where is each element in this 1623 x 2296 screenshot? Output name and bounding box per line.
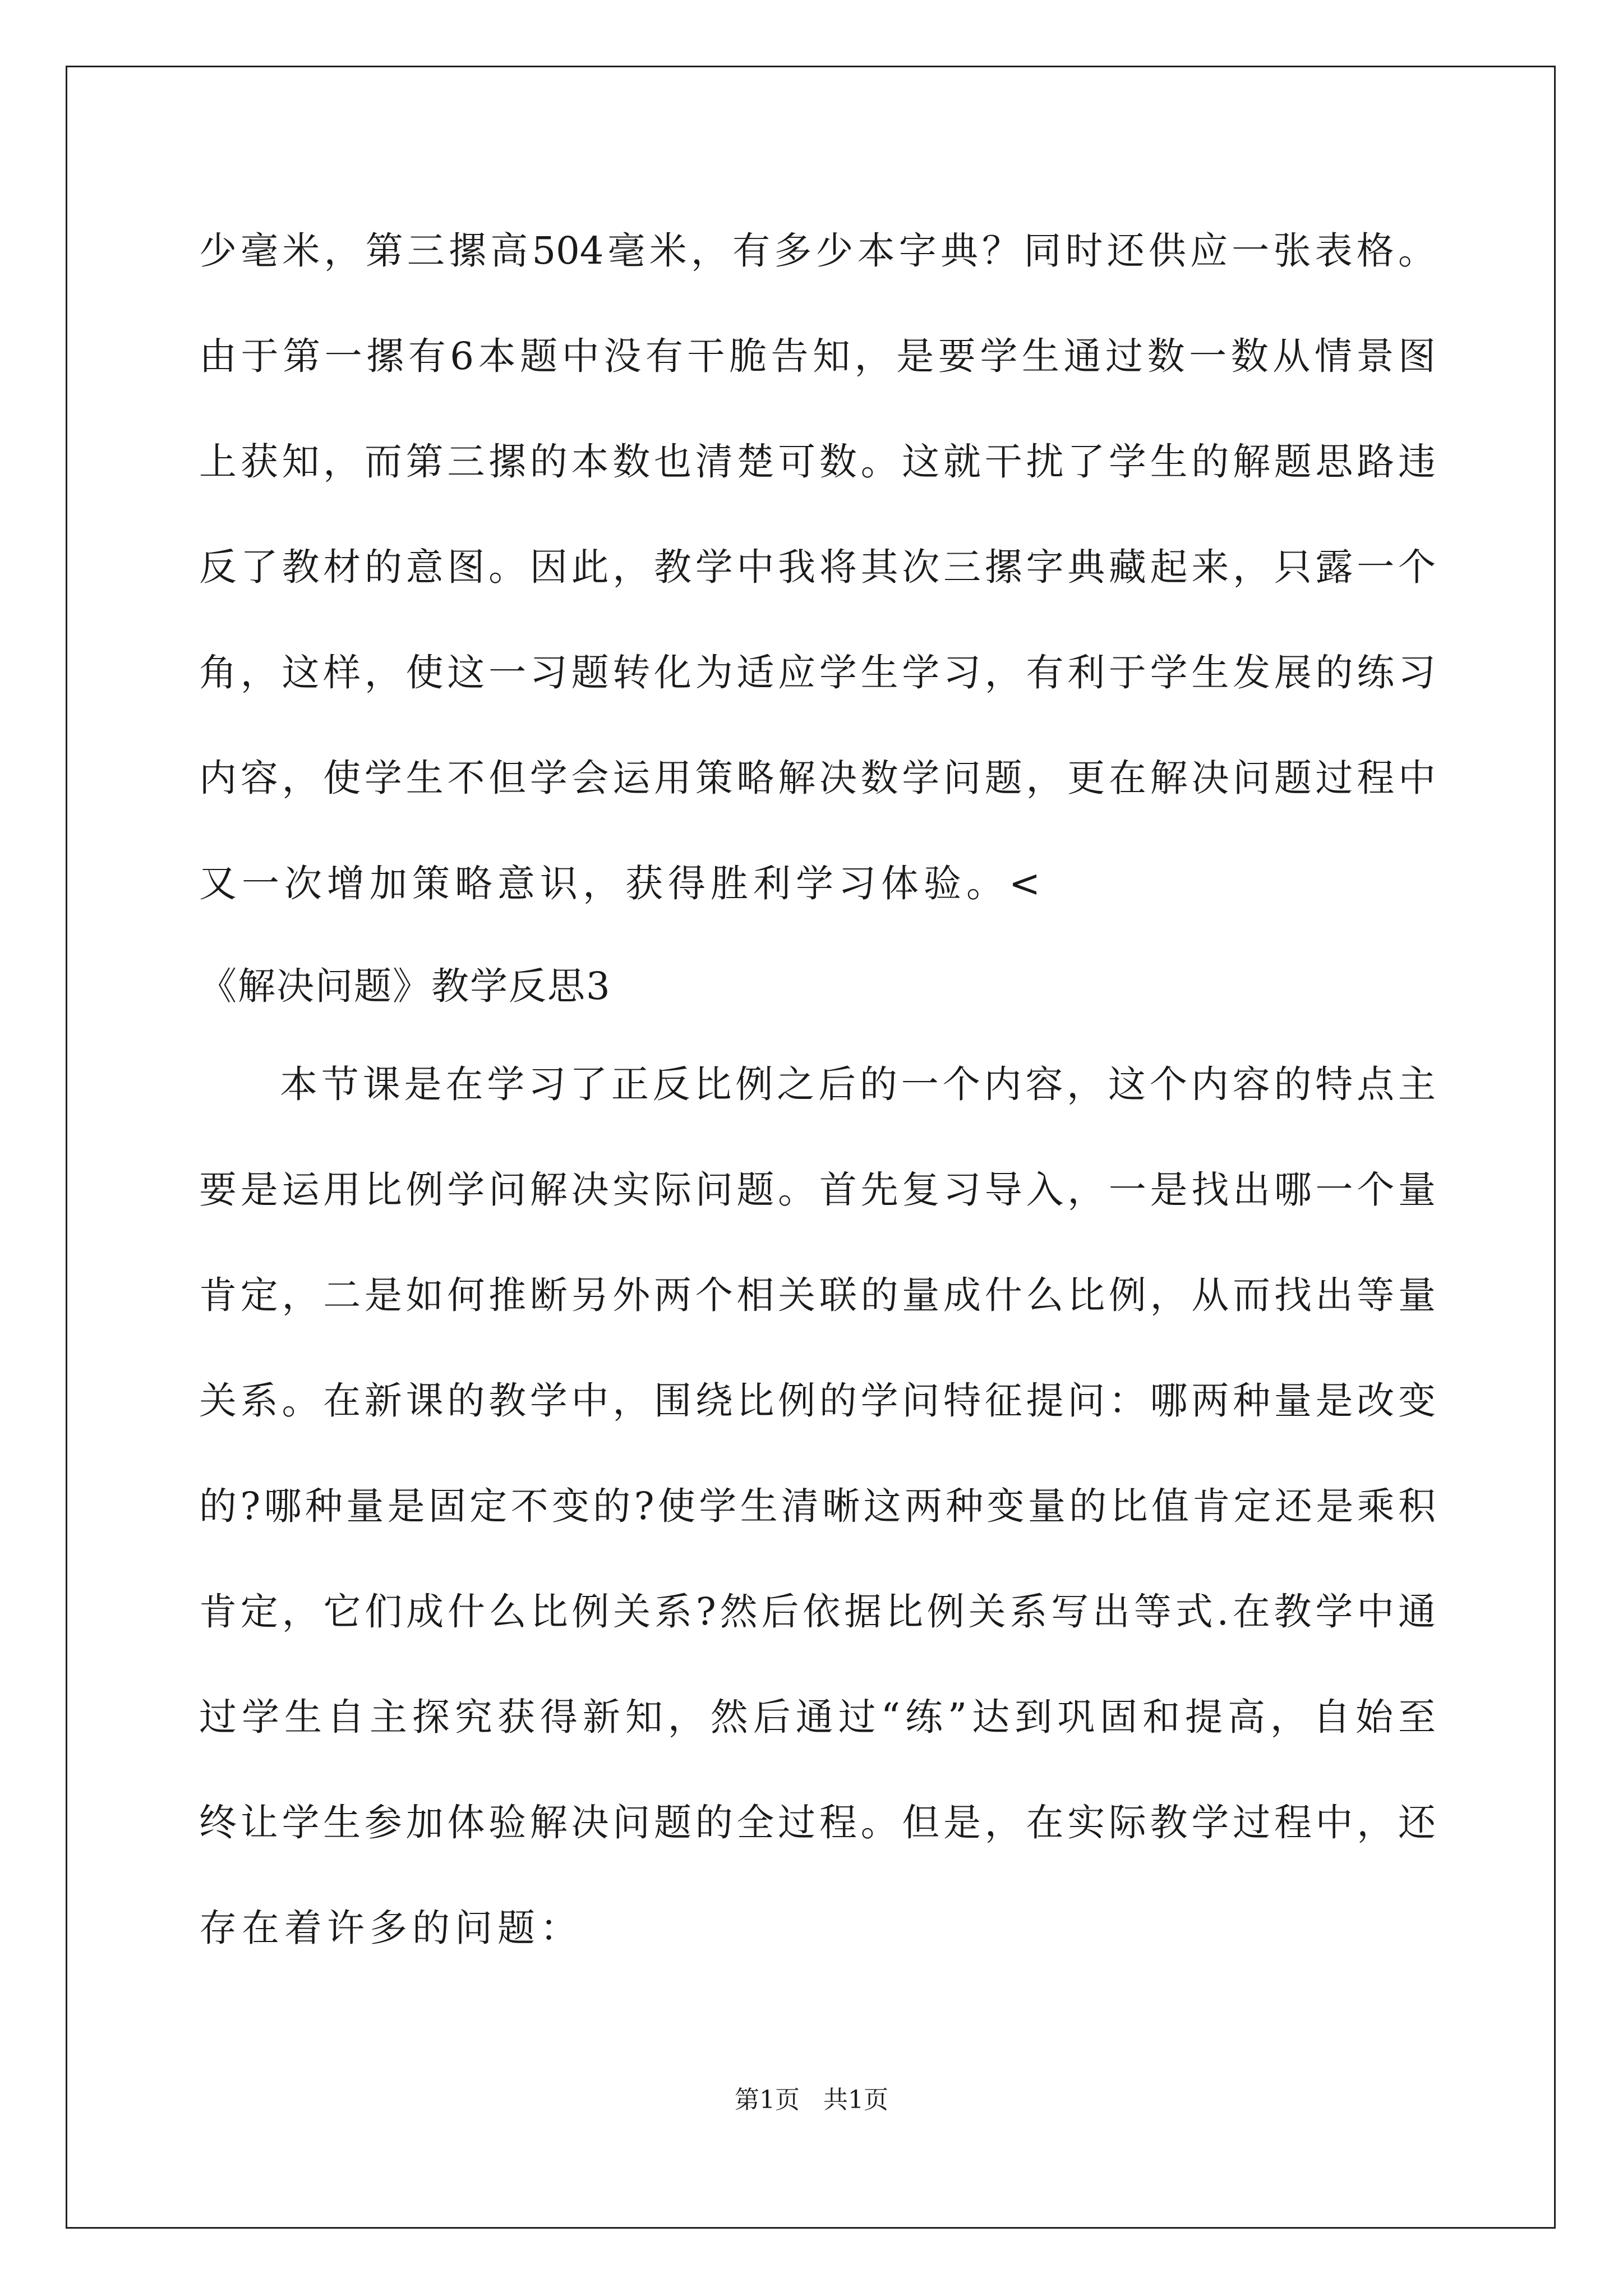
text-line: 角，这样，使这一习题转化为适应学生学习，有利于学生发展的练习: [199, 651, 1436, 694]
paragraph-line: 的?哪种量是固定不变的?使学生清晰这两种变量的比值肯定还是乘积: [199, 1484, 1436, 1528]
section-title: 《解决问题》教学反思3: [199, 964, 611, 1008]
paragraph-line: 肯定，二是如何推断另外两个相关联的量成什么比例，从而找出等量: [199, 1273, 1436, 1317]
text-line: 由于第一摞有6本题中没有干脆告知，是要学生通过数一数从情景图: [199, 334, 1436, 378]
paragraph-line: 要是运用比例学问解决实际问题。首先复习导入，一是找出哪一个量: [199, 1168, 1436, 1212]
paragraph-line: 肯定，它们成什么比例关系?然后依据比例关系写出等式.在教学中通: [199, 1590, 1436, 1634]
text-line: 内容，使学生不但学会运用策略解决数学问题，更在解决问题过程中: [199, 756, 1436, 800]
page-number-label: 第1页 共1页: [735, 2086, 888, 2114]
paragraph-line: 终让学生参加体验解决问题的全过程。但是，在实际教学过程中，还: [199, 1801, 1436, 1844]
paragraph-line-last: 存在着许多的问题：: [199, 1906, 583, 1950]
paragraph-line-first: 本节课是在学习了正反比例之后的一个内容，这个内容的特点主: [280, 1062, 1436, 1106]
text-line: 少毫米，第三摞高504毫米，有多少本字典？同时还供应一张表格。: [199, 229, 1436, 273]
paragraph-line: 过学生自主探究获得新知，然后通过“练”达到巩固和提高，自始至: [199, 1695, 1436, 1739]
page-footer: [0, 2083, 1623, 2117]
text-line-last: 又一次增加策略意识，获得胜利学习体验。<: [199, 862, 1046, 905]
paragraph-line: 关系。在新课的教学中，围绕比例的学问特征提问：哪两种量是改变: [199, 1379, 1436, 1423]
text-line: 反了教材的意图。因此，教学中我将其次三摞字典藏起来，只露一个: [199, 545, 1436, 589]
text-line: 上获知，而第三摞的本数也清楚可数。这就干扰了学生的解题思路违: [199, 440, 1436, 484]
